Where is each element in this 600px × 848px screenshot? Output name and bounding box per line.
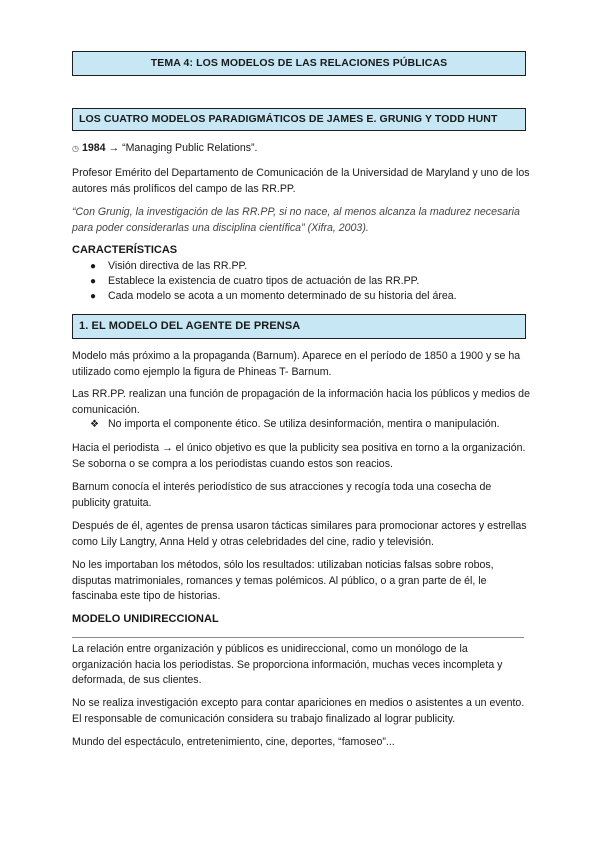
characteristics-heading: CARACTERÍSTICAS [72,244,178,256]
quote-source: (Xifra, 2003). [307,221,369,234]
list-item-text: Cada modelo se acota a un momento determinado de su historia del área. [108,290,457,302]
section-title: 1. EL MODELO DEL AGENTE DE PRENSA [72,314,526,339]
divider [72,637,524,638]
paragraph: Las RR.PP. realizan una función de propagación de la información hacia los públicos y medios de comunicación. [72,388,530,416]
list-item [90,259,247,274]
subheading: LOS CUATRO MODELOS PARADIGMÁTICOS DE JAMES E. GRUNIG Y TODD HUNT [72,108,526,131]
clock-icon: ◷ [72,144,79,153]
diamond-bullet-icon: ❖ [90,419,99,430]
quote-paragraph [72,205,530,236]
list-item [90,417,500,432]
bullet-icon: ● [90,261,97,272]
paragraph: Mundo del espectáculo, entretenimiento, cine, deportes, “famoseo”... [72,736,395,748]
bullet-icon: ● [90,276,97,287]
paragraph: La relación entre organización y públicos es unidireccional, como un monólogo de la organización hacia los periodistas. Se proporciona información, muchas veces incompleta y deformada, de sus clientes. [72,643,503,686]
model-heading: MODELO UNIDIRECCIONAL [72,613,219,625]
book-title: “Managing Public Relations”. [122,142,258,154]
year-line [72,141,530,157]
list-item [90,289,457,304]
paragraph: No se realiza investigación excepto para contar apariciones en medios o asistentes a un evento. El responsable de comunicación considera su trabajo finalizado al lograr publicity. [72,697,525,725]
paragraph: Modelo más próximo a la propaganda (Barnum). Aparece en el período de 1850 a 1900 y se ha utilizado como ejemplo la figura de Phineas T- Barnum. [72,350,521,378]
document-title: TEMA 4: LOS MODELOS DE LAS RELACIONES PÚBLICAS [72,51,526,76]
year: 1984 [81,142,106,154]
intro-paragraph: Profesor Emérito del Departamento de Comunicación de la Universidad de Maryland y uno de los autores más prolíficos del campo de las RR.PP. [72,167,530,195]
paragraph: Hacia el periodista → el único objetivo es que la publicity sea positiva en torno a la organización. Se soborna o se compra a los periodistas cuando estos son reacios. [72,442,526,470]
bullet-icon: ● [90,291,97,302]
list-item-text: Visión directiva de las RR.PP. [108,260,248,272]
paragraph: No les importaban los métodos, sólo los resultados: utilizaban noticias falsas sobre robos, disputas matrimoniales, romances y temas polémicos. Al público, o a gran parte de él, le fascinaba este tipo de historias. [72,559,494,602]
list-item [90,274,419,289]
paragraph: Barnum conocía el interés periodístico de sus atracciones y recogía toda una cosecha de publicity gratuita. [72,481,492,509]
quote-text: “Con Grunig, la investigación de las RR.PP, si no nace, al menos alcanza la madurez necesaria para poder considerarlas una disciplina científica” [72,206,520,234]
arrow: → [108,142,120,154]
list-item-text: Establece la existencia de cuatro tipos de actuación de las RR.PP. [108,275,420,287]
paragraph: Después de él, agentes de prensa usaron tácticas similares para promocionar actores y estrellas como Lily Langtry, Anna Held y otras celebridades del cine, radio y televisión. [72,520,527,548]
list-item-text: No importa el componente ético. Se utiliza desinformación, mentira o manipulación. [108,418,500,430]
